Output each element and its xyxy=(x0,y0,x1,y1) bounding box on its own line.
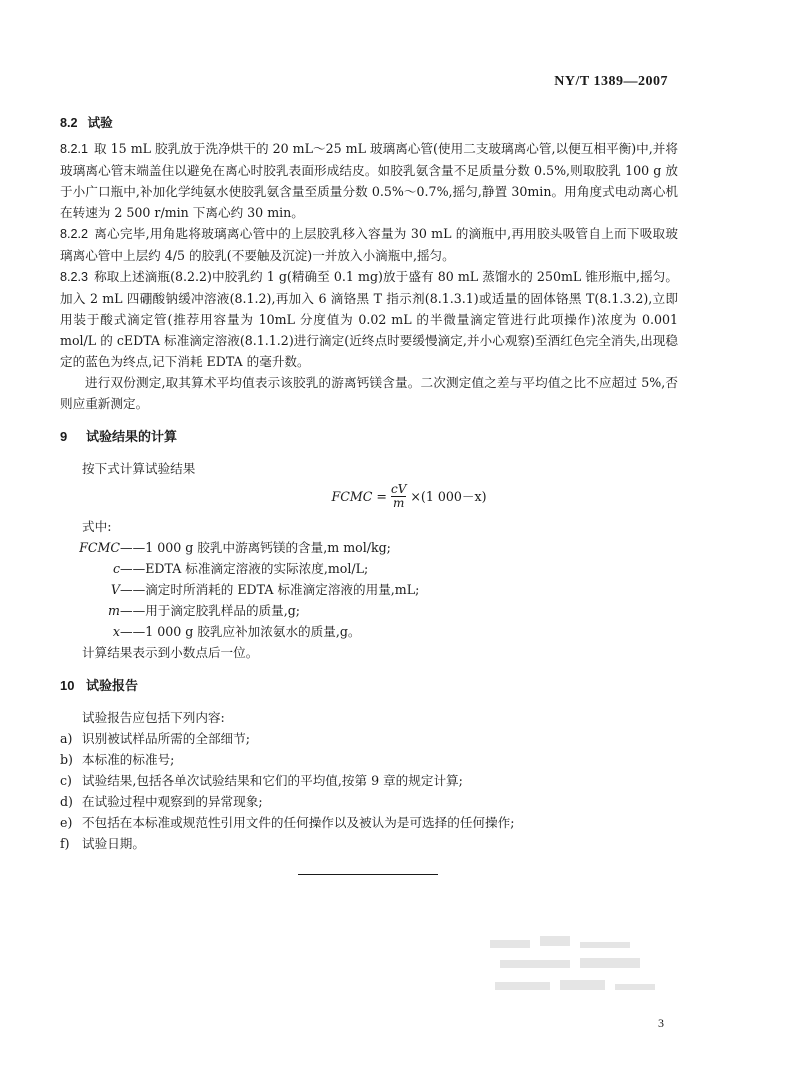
definition-text: ——1 000 g 胶乳应补加浓氨水的质量,g。 xyxy=(120,624,361,639)
section-title: 试验报告 xyxy=(86,679,139,694)
definition-item xyxy=(60,600,678,621)
item-marker: a) xyxy=(60,731,73,746)
list-item xyxy=(60,749,678,770)
formula-denominator: m xyxy=(392,496,405,510)
end-of-document-rule xyxy=(298,874,438,875)
formula-lhs: FCMC xyxy=(331,489,373,504)
clause-text: 称取上述滴瓶(8.2.2)中胶乳约 1 g(精确至 0.1 mg)放于盛有 80 mL 蒸馏水的 250mL 锥形瓶中,摇匀。加入 2 mL 四硼酸钠缓冲溶液(8.1.2),再加入 6 滴铬黑 T 指示剂(8.1.3.1)或适量的固体铬黑 T(8.1.3.2),立即用装于酸式滴定管(推荐用容量为 10mL 分度值为 0.02 mL 的半微量滴定管进行此项操作)浓度为 0.001 mol/L 的 cEDTA 标准滴定溶液(8.1.1.2)进行滴定(近终点时要缓慢滴定,并小心观察)至酒红色完全消失,出现稳定的蓝色为终点,记下消耗 EDTA 的毫升数。 xyxy=(60,269,678,369)
item-text: 本标准的标准号; xyxy=(82,752,175,767)
formula-rest: ×(1 000－x) xyxy=(410,489,487,504)
item-text: 试验结果,包括各单次试验结果和它们的平均值,按第 9 章的规定计算; xyxy=(82,773,463,788)
list-item xyxy=(60,770,678,791)
formula-fraction xyxy=(391,483,406,510)
symbol: x xyxy=(112,624,120,639)
item-marker: b) xyxy=(60,752,73,767)
item-text: 识别被试样品所需的全部细节; xyxy=(82,731,250,746)
section-10-heading xyxy=(60,675,678,697)
formula-intro: 按下式计算试验结果 xyxy=(82,461,196,476)
symbol: c xyxy=(112,561,120,576)
clause-text: 取 15 mL 胶乳放于洗净烘干的 20 mL～25 mL 玻璃离心管(使用二支玻璃离心管,以便互相平衡)中,并将玻璃离心管末端盖住以避免在离心时胶乳表面形成结皮。如胶乳氨含量不足质量分数 0.5%,则取胶乳 100 g 放于小广口瓶中,补加化学纯氨水使胶乳氨含量至质量分数 0.5%～0.7%,摇匀,静置 30min。用角度式电动离心机在转速为 2 500 r/min 下离心约 30 min。 xyxy=(60,141,678,220)
symbol: m xyxy=(108,603,120,618)
formula-numerator: cV xyxy=(390,482,407,496)
page-number: 3 xyxy=(658,1016,664,1030)
section-9-heading xyxy=(60,426,678,448)
definition-text: ——用于滴定胶乳样品的质量,g; xyxy=(120,603,301,618)
item-text: 试验日期。 xyxy=(82,836,145,851)
list-item xyxy=(60,728,678,749)
precision-note: 计算结果表示到小数点后一位。 xyxy=(82,645,259,660)
paragraph-duplicate-test: 进行双份测定,取其算术平均值表示该胶乳的游离钙镁含量。二次测定值之差与平均值之比不应超过 5%,否则应重新测定。 xyxy=(60,375,678,411)
list-item xyxy=(60,791,678,812)
symbol: FCMC xyxy=(79,540,120,555)
section-number: 9 xyxy=(60,429,68,444)
document-body xyxy=(60,112,678,854)
item-marker: e) xyxy=(60,815,73,830)
clause-8-2-2 xyxy=(60,223,678,266)
item-marker: c) xyxy=(60,773,72,788)
report-items xyxy=(60,728,678,854)
report-intro: 试验报告应包括下列内容: xyxy=(82,710,225,725)
faint-stamp-mark xyxy=(480,930,670,1010)
item-text: 在试验过程中观察到的异常现象; xyxy=(82,794,263,809)
list-item xyxy=(60,812,678,833)
item-text: 不包括在本标准或规范性引用文件的任何操作以及被认为是可选择的任何操作; xyxy=(82,815,515,830)
definition-item xyxy=(60,558,678,579)
definition-item xyxy=(60,537,678,558)
symbol-definitions xyxy=(60,537,678,642)
definition-text: ——1 000 g 胶乳中游离钙镁的含量,m mol/kg; xyxy=(120,540,391,555)
calculation-formula xyxy=(140,483,678,510)
clause-number: 8.2.2 xyxy=(60,227,89,241)
section-number: 8.2 xyxy=(60,116,78,130)
definition-text: ——EDTA 标准滴定溶液的实际浓度,mol/L; xyxy=(120,561,369,576)
list-item xyxy=(60,833,678,854)
standard-code: NY/T 1389—2007 xyxy=(554,74,668,89)
formula-where: 式中: xyxy=(82,519,112,534)
clause-number: 8.2.1 xyxy=(60,142,89,156)
section-title: 试验结果的计算 xyxy=(86,430,178,445)
clause-8-2-3 xyxy=(60,266,678,372)
item-marker: d) xyxy=(60,794,73,809)
definition-item xyxy=(60,579,678,600)
clause-number: 8.2.3 xyxy=(60,270,89,284)
formula-equals: = xyxy=(376,489,387,504)
item-marker: f) xyxy=(60,836,70,851)
clause-8-2-1 xyxy=(60,138,678,223)
definition-text: ——滴定时所消耗的 EDTA 标准滴定溶液的用量,mL; xyxy=(120,582,420,597)
symbol: V xyxy=(110,582,120,597)
section-title: 试验 xyxy=(87,115,113,130)
definition-item xyxy=(60,621,678,642)
section-number: 10 xyxy=(60,678,75,693)
section-8-2-heading xyxy=(60,112,678,134)
clause-text: 离心完毕,用角匙将玻璃离心管中的上层胶乳移入容量为 30 mL 的滴瓶中,再用胶头吸管自上而下吸取玻璃离心管中上层约 4/5 的胶乳(不要触及沉淀)一并放入小滴瓶中,摇匀。 xyxy=(60,226,678,263)
